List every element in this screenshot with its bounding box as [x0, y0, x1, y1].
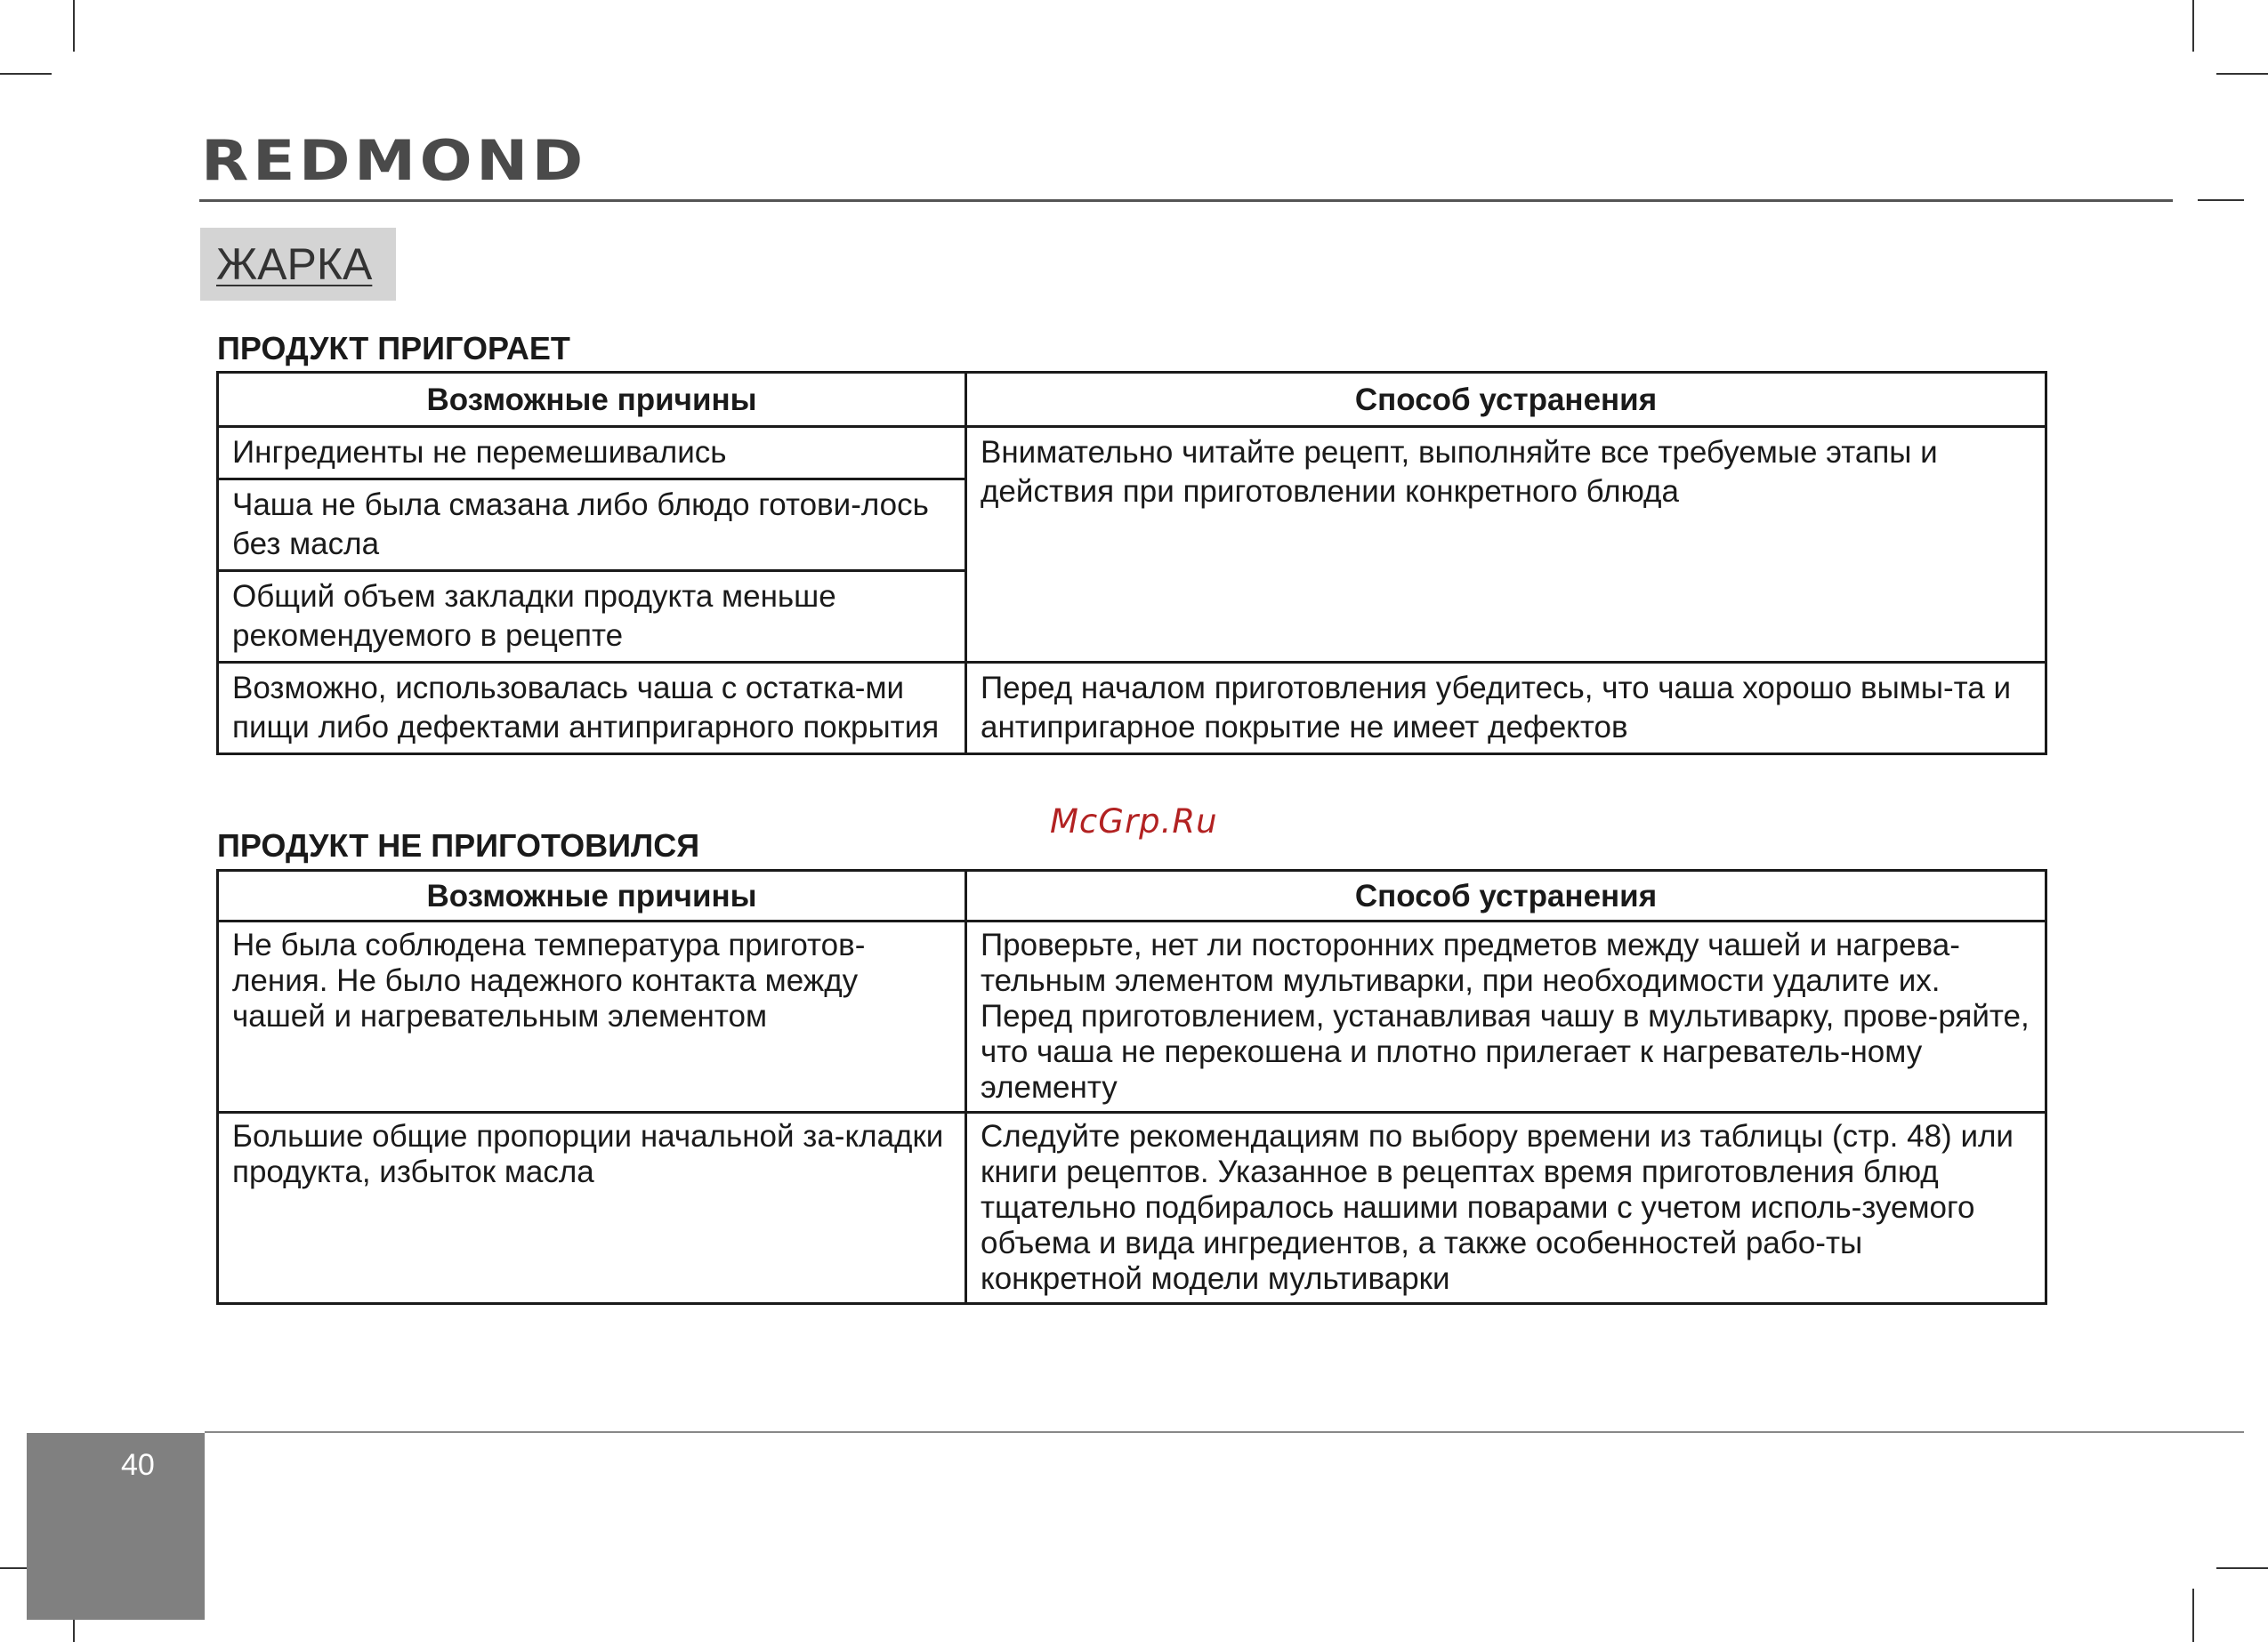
crop-mark	[0, 73, 52, 75]
cause-cell: Не была соблюдена температура приготов-ления. Не было надежного контакта между чашей и нагревательным элементом	[218, 922, 966, 1113]
table-row	[218, 922, 2046, 1113]
fix-cell: Внимательно читайте рецепт, выполняйте все требуемые этапы и действия при приготовлении конкретного блюда	[966, 427, 2046, 663]
column-header-fix: Способ устранения	[966, 871, 2046, 922]
footer-divider	[205, 1431, 2244, 1433]
crop-mark	[2192, 1589, 2194, 1642]
troubleshoot-table-burning	[216, 371, 2047, 755]
table-row	[218, 427, 2046, 479]
table-row	[218, 663, 2046, 754]
troubleshoot-table-undercooked	[216, 869, 2047, 1305]
table-header-row	[218, 373, 2046, 427]
crop-mark	[73, 0, 75, 52]
section-title: ЖАРКА	[216, 239, 373, 289]
table-row	[218, 1113, 2046, 1304]
column-header-causes: Возможные причины	[218, 373, 966, 427]
table1-heading: ПРОДУКТ ПРИГОРАЕТ	[217, 330, 570, 366]
crop-mark	[2216, 1567, 2268, 1569]
fix-cell: Проверьте, нет ли посторонних предметов между чашей и нагрева-тельным элементом мультиварки, при необходимости удалите их. Перед приготовлением, устанавливая чашу в мультиварку, прове-ряйте, что чаша не перекошена и плотно прилегает к нагреватель-ному элементу	[966, 922, 2046, 1113]
crop-mark	[2192, 0, 2194, 52]
table2-heading: ПРОДУКТ НЕ ПРИГОТОВИЛСЯ	[217, 827, 700, 864]
table-header-row	[218, 871, 2046, 922]
column-header-fix: Способ устранения	[966, 373, 2046, 427]
cause-cell: Возможно, использовалась чаша с остатка-ми пищи либо дефектами антипригарного покрытия	[218, 663, 966, 754]
page-number: 40	[121, 1448, 155, 1482]
brand-logo: REDMOND	[201, 128, 587, 193]
cause-cell: Большие общие пропорции начальной за-кладки продукта, избыток масла	[218, 1113, 966, 1304]
fix-cell: Следуйте рекомендациям по выбору времени из таблицы (стр. 48) или книги рецептов. Указанное в рецептах время приготовления блюд тщательно подбиралось нашими поварами с учетом исполь-зуемого объема и вида ингредиентов, а также особенностей рабо-ты конкретной модели мультиварки	[966, 1113, 2046, 1304]
cause-cell: Общий объем закладки продукта меньше рекомендуемого в рецепте	[218, 571, 966, 663]
cause-cell: Чаша не была смазана либо блюдо готови-лось без масла	[218, 479, 966, 571]
cause-cell: Ингредиенты не перемешивались	[218, 427, 966, 479]
fix-cell: Перед началом приготовления убедитесь, что чаша хорошо вымы-та и антипригарное покрытие не имеет дефектов	[966, 663, 2046, 754]
watermark: McGrp.Ru	[1050, 802, 1218, 841]
column-header-causes: Возможные причины	[218, 871, 966, 922]
crop-mark	[2216, 73, 2268, 75]
page-number-box	[27, 1433, 205, 1620]
crop-mark	[2198, 199, 2244, 201]
header-divider	[199, 199, 2173, 202]
